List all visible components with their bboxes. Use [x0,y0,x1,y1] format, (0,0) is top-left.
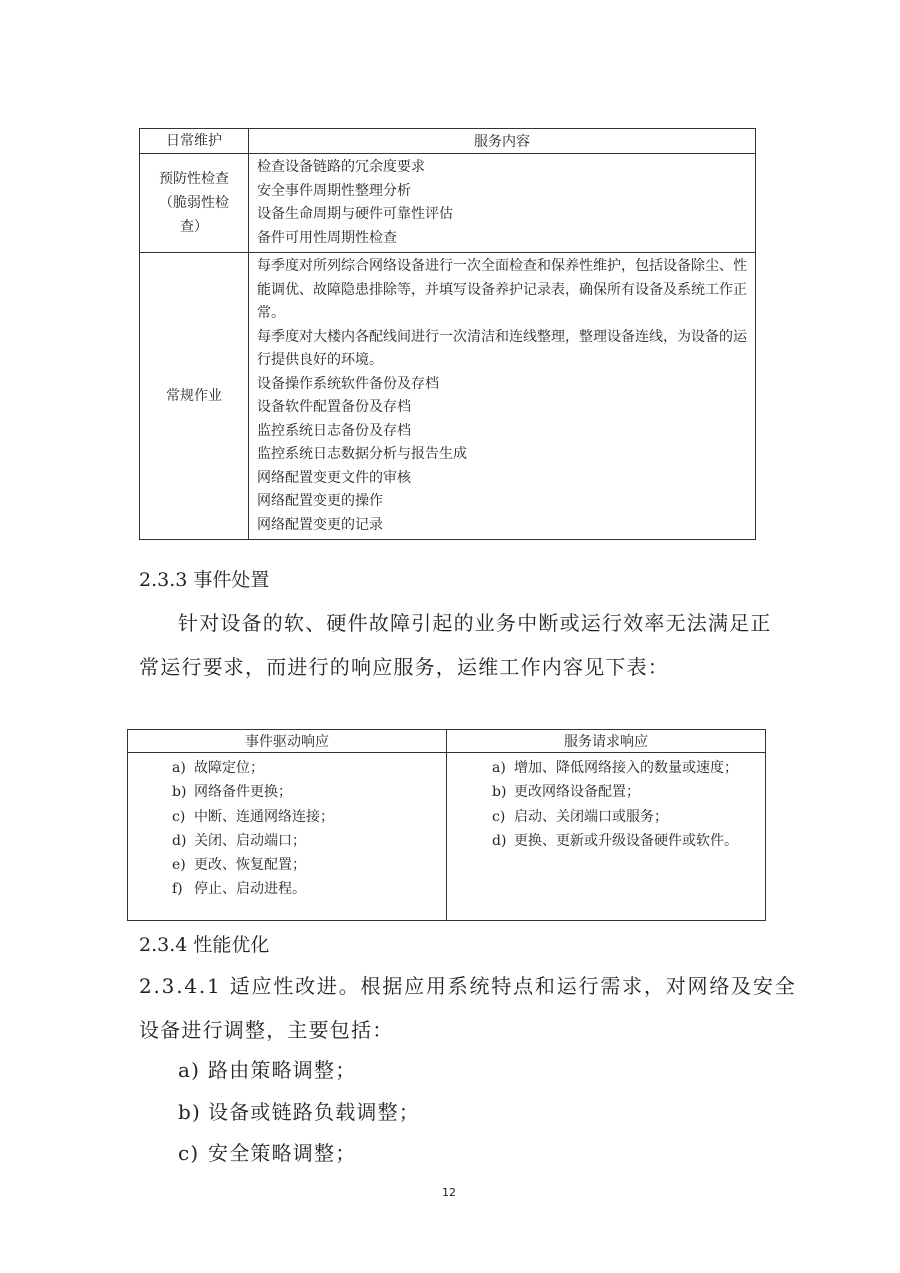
table-row [140,253,756,540]
table-header-cell: 事件驱动响应 [128,730,447,753]
list-item: b) 设备或链路负载调整； [178,1100,420,1124]
list-item: a) 故障定位； [172,760,264,776]
list-item: a) 增加、降低网络接入的数量或速度； [492,760,738,776]
list-item: b) 网络备件更换； [172,784,292,801]
page-number: 12 [442,1186,456,1199]
list-item: d) 更换、更新或升级设备硬件或软件。 [492,832,738,849]
list-item: 设备操作系统软件备份及存档 [257,375,439,392]
list-item: d) 关闭、启动端口； [172,832,306,849]
category-line: 查） [180,219,208,235]
paragraph-line: 2.3.4.1 适应性改进。根据应用系统特点和运行需求，对网络及安全 [139,974,797,998]
category-line: （脆弱性检 [159,195,229,211]
list-item: a) 路由策略调整； [178,1058,357,1082]
table-row [140,154,756,253]
paragraph-line: 针对设备的软、硬件故障引起的业务中断或运行效率无法满足正 [178,611,772,635]
table-header-cell: 服务内容 [249,129,756,154]
table-row [128,753,766,921]
paragraph-line: 常运行要求，而进行的响应服务，运维工作内容见下表： [139,655,669,679]
list-item: 安全事件周期性整理分析 [257,182,411,199]
list-item: 每季度对所列综合网络设备进行一次全面检查和保养性维护，包括设备除尘、性能调优、故障隐患排除等，并填写设备养护记录表，确保所有设备及系统工作正常。 [257,258,747,321]
list-item: f) 停止、启动进程。 [172,881,306,898]
row-category-preventive [140,154,249,253]
list-item: 备件可用性周期性检查 [257,229,397,246]
incident-response-table [127,729,766,921]
category-line: 常规作业 [166,388,222,404]
list-item: 设备软件配置备份及存档 [257,399,411,415]
list-item: 网络配置变更文件的审核 [257,469,411,486]
list-item: c) 中断、连通网络连接； [172,808,334,825]
service-request-cell [447,753,766,921]
section-heading-233: 2.3.3 事件处置 [139,569,270,591]
list-item: c) 安全策略调整； [178,1141,357,1165]
list-item: e) 更改、恢复配置； [172,857,306,874]
list-item: 检查设备链路的冗余度要求 [257,159,425,175]
category-line: 预防性检查 [159,171,229,187]
section-heading-234: 2.3.4 性能优化 [139,934,270,956]
list-item: 监控系统日志数据分析与报告生成 [257,446,467,462]
list-item: c) 启动、关闭端口或服务； [492,808,668,825]
list-item: 网络配置变更的记录 [257,516,383,533]
list-item: 网络配置变更的操作 [257,493,383,509]
table-header-cell: 服务请求响应 [447,730,766,753]
paragraph-line: 设备进行调整，主要包括： [139,1018,394,1042]
row-items [249,253,756,540]
table-header-row [140,129,756,154]
table-header-cell: 日常维护 [140,129,249,154]
list-item: b) 更改网络设备配置； [492,784,640,801]
maintenance-table [139,128,756,540]
event-driven-cell [128,753,447,921]
row-items [249,154,756,253]
list-item: 每季度对大楼内各配线间进行一次清洁和连线整理，整理设备连线，为设备的运行提供良好的环境。 [257,328,747,368]
list-item: 设备生命周期与硬件可靠性评估 [257,206,453,222]
list-item: 监控系统日志备份及存档 [257,422,411,439]
row-category-routine [140,253,249,540]
table-header-row [128,730,766,753]
